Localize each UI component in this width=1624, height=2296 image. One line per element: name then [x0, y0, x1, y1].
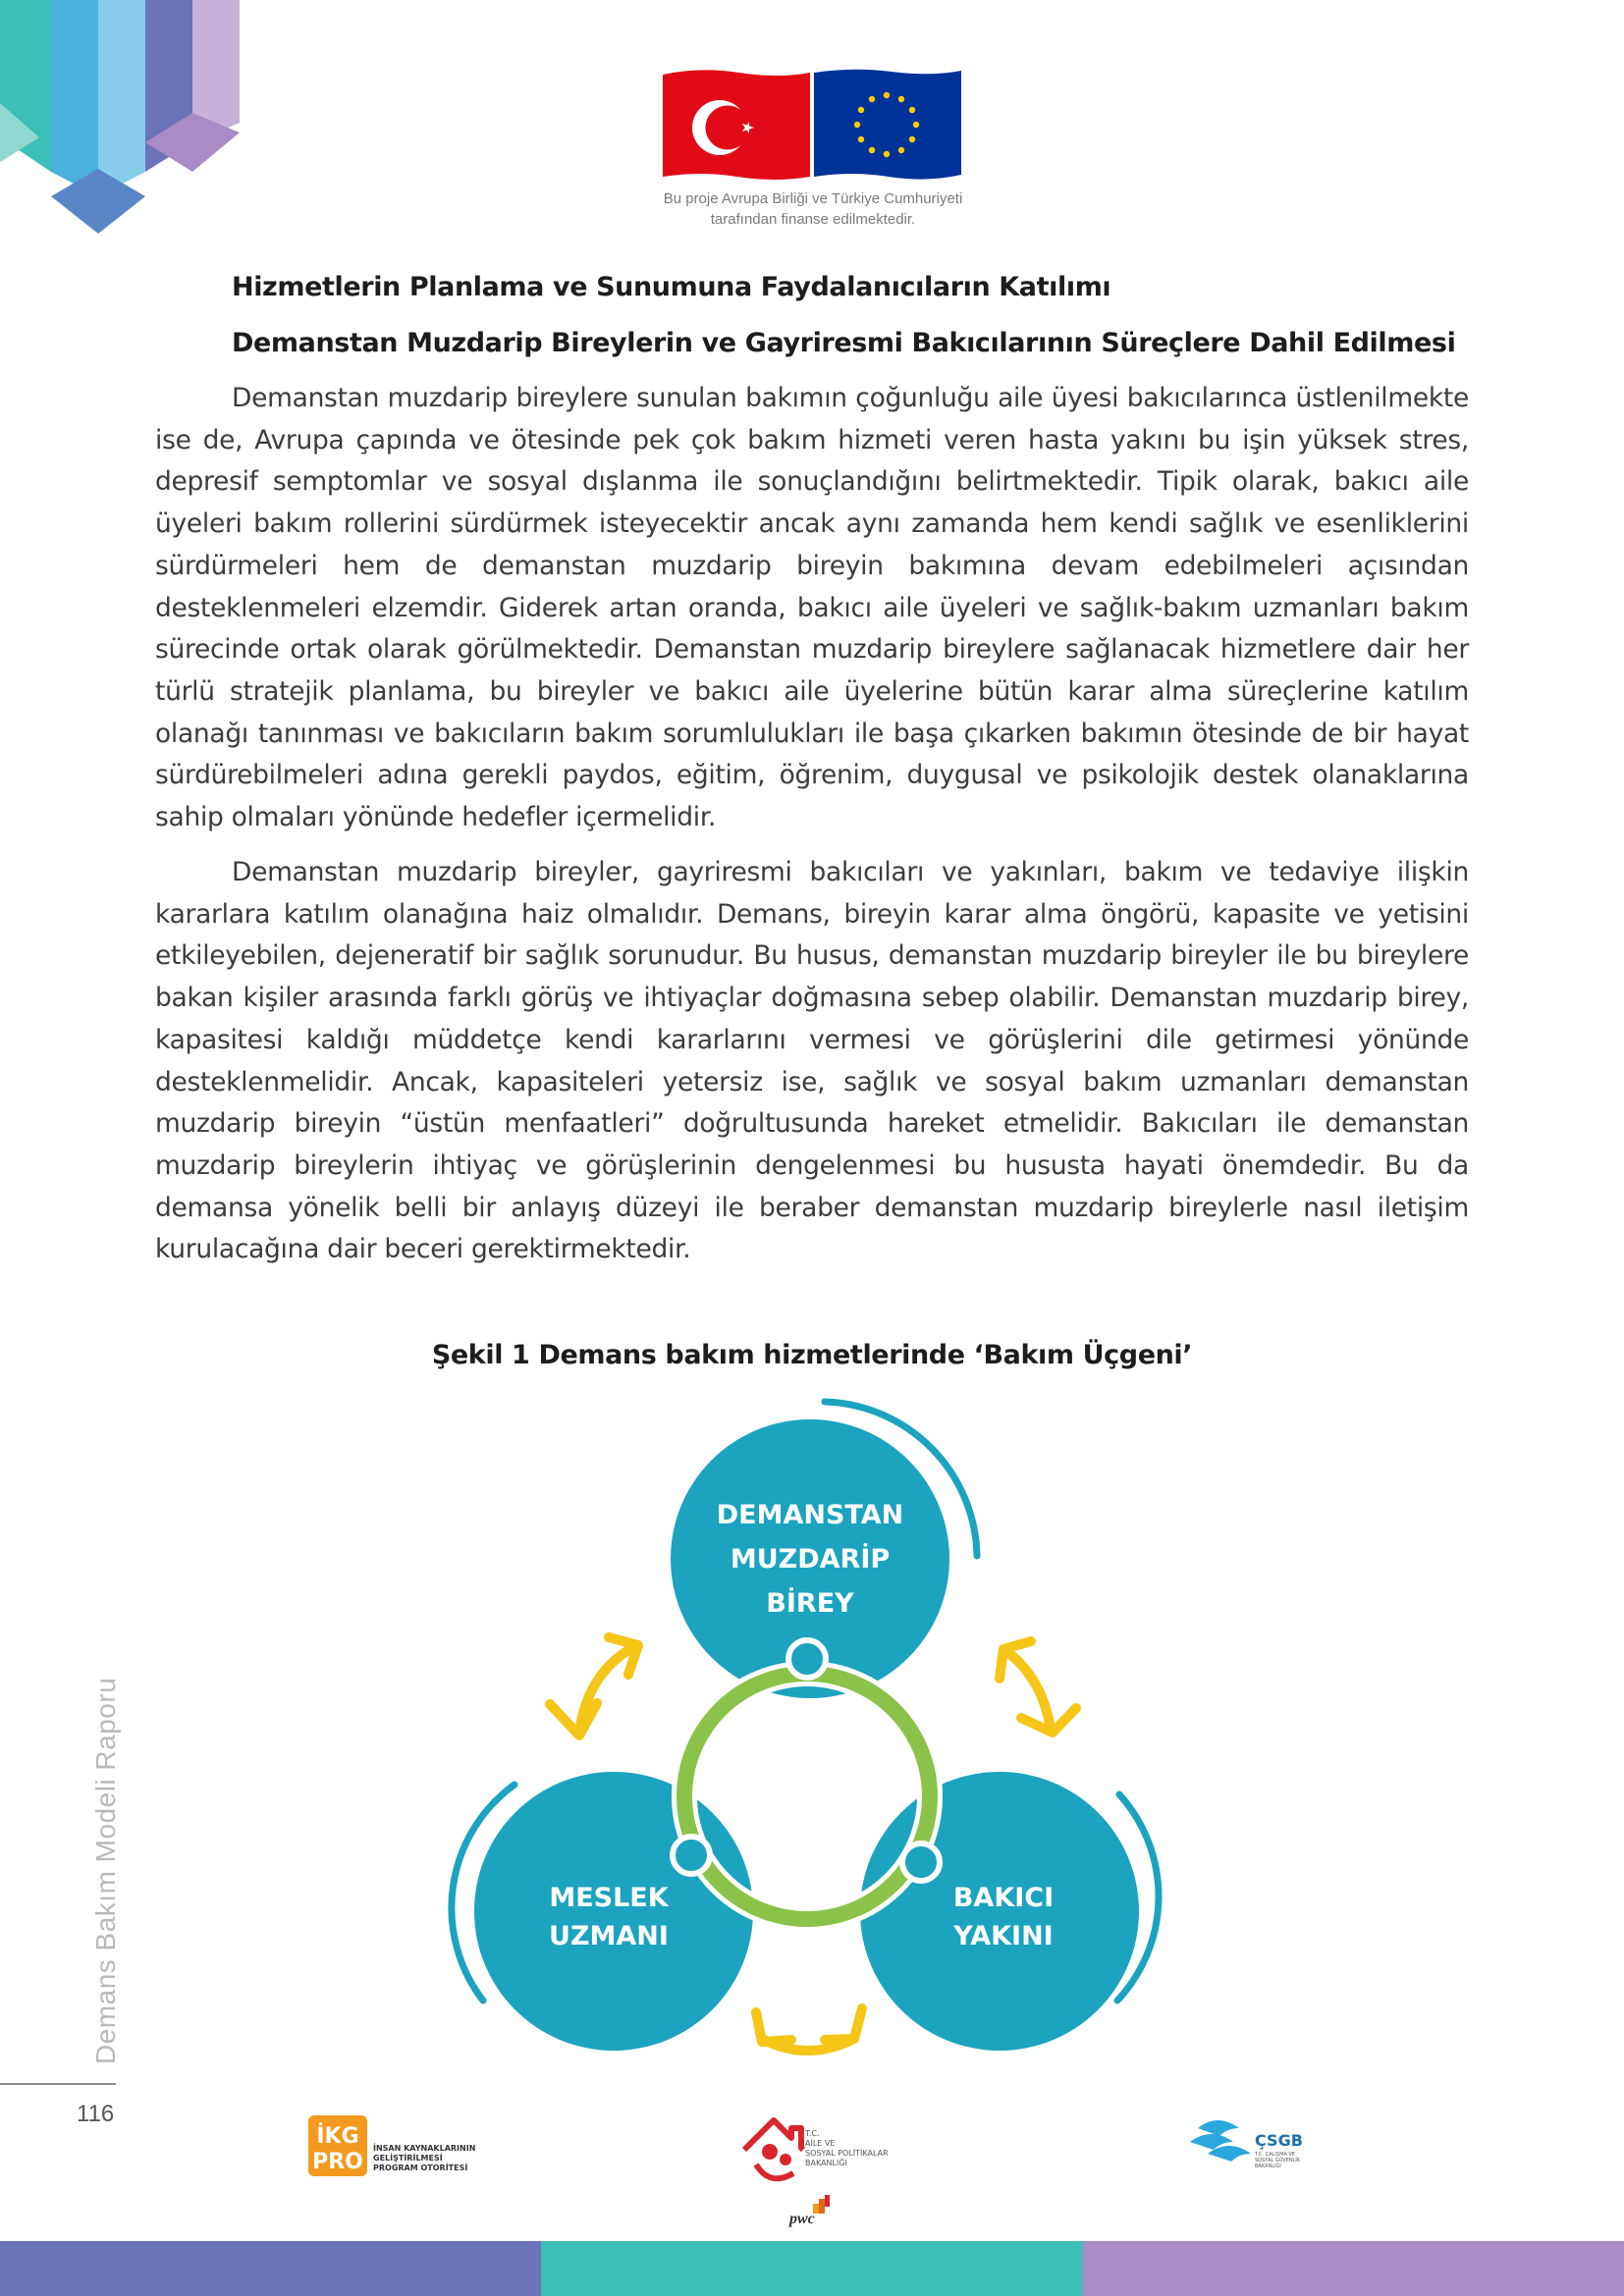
- svg-text:PRO: PRO: [312, 2150, 363, 2174]
- footer-color-bar: [0, 2241, 1624, 2296]
- right-circle-label-1: BAKICI: [952, 1883, 1055, 1913]
- paragraph-2-text: Demanstan muzdarip bireyler, gayriresmi bakıcıları ve yakınları, bakım ve tedaviye ilişkin kararlara katılım olanağına haiz olmalıdır. Demans, bireyin karar alma öngörü, kapasite ve yetisini etkileyebilen, dejeneratif bir sağlık sorunudur. Bu husus, demanstan muzdarip bireyler ile bu bireylere bakan kişiler arasında farklı görüş ve ihtiyaçlar doğmasına sebep olabilir. Demanstan muzdarip birey, kapasitesi kaldığı müddetçe kendi kararlarını vermesi ve görüşlerini dile getirmesi yönünde desteklenmelidir. Ancak, kapasiteleri yetersiz ise, sağlık ve sosyal bakım uzmanları demanstan muzdarip bireyin “üstün menfaatleri” doğrultusunda hareket etmelidir. Bakıcıları ile demanstan muzdarip bireylerin ihtiyaç ve görüşlerinin dengelenmesi bu hususta hayati önemdedir. Bu da demansa yönelik belli bir anlayış düzeyi ile beraber demanstan muzdarip bireylerle nasıl iletişim kurulacağına dair beceri gerektirmektedir.: [155, 857, 1469, 1265]
- footer-bar-right: [1083, 2241, 1624, 2296]
- sidebar-rule: [0, 2083, 116, 2085]
- svg-text:ÇSGB: ÇSGB: [1255, 2131, 1303, 2150]
- ring-node-right: [902, 1843, 940, 1881]
- tr-eu-flags-logo: [661, 67, 965, 185]
- left-circle-label-2: UZMANI: [549, 1921, 669, 1951]
- corner-decoration: [0, 0, 245, 236]
- body-paragraph-2: [155, 852, 1469, 1271]
- funding-note: [589, 188, 1037, 230]
- svg-text:BAKANLIĞI: BAKANLIĞI: [1255, 2163, 1281, 2169]
- top-circle-label-3: BİREY: [766, 1588, 854, 1619]
- svg-text:BAKANLIĞI: BAKANLIĞI: [805, 2159, 847, 2167]
- svg-text:SOSYAL POLİTİKALAR: SOSYAL POLİTİKALAR: [805, 2149, 889, 2158]
- care-triangle-diagram: [432, 1384, 1198, 2081]
- svg-text:GELİŞTİRİLMESİ: GELİŞTİRİLMESİ: [373, 2154, 443, 2163]
- pwc-logo: pwc: [789, 2211, 815, 2227]
- svg-text:SOSYAL GÜVENLİK: SOSYAL GÜVENLİK: [1255, 2158, 1301, 2163]
- right-circle-label-2: YAKINI: [953, 1921, 1054, 1951]
- left-circle-label-1: MESLEK: [549, 1883, 669, 1913]
- svg-text:AİLE VE: AİLE VE: [805, 2139, 836, 2148]
- svg-text:T.C.: T.C.: [805, 2129, 820, 2138]
- ring-node-top: [788, 1640, 826, 1678]
- funding-note-line2: tarafından finanse edilmektedir.: [710, 211, 916, 228]
- svg-text:PROGRAM OTORİTESİ: PROGRAM OTORİTESİ: [373, 2163, 468, 2172]
- svg-text:İKG: İKG: [316, 2124, 359, 2149]
- page-number: 116: [77, 2101, 115, 2127]
- ring-node-left: [673, 1837, 710, 1874]
- paragraph-1-text: Demanstan muzdarip bireylere sunulan bakımın çoğunluğu aile üyesi bakıcılarınca üstlenilmekte ise de, Avrupa çapında ve ötesinde pek çok bakım hizmeti veren hasta yakını bu işin yüksek stres, depresif semptomlar ve sosyal dışlanma ile sonuçlandığını belirtmektedir. Tipik olarak, bakıcı aile üyeleri bakım rollerini sürdürmek isteyecektir ancak aynı zamanda hem kendi sağlık ve esenliklerini sürdürmeleri hem de demanstan muzdarip bireyin bakımına devam edebilmeleri açısından desteklenmeleri elzemdir. Giderek artan oranda, bakıcı aile üyeleri ve sağlık-bakım uzmanları bakım sürecinde ortak olarak görülmektedir. Demanstan muzdarip bireylere sağlanacak hizmetlere dair her türlü stratejik planlama, bu bireyler ve bakıcı aile üyelerine bütün karar alma süreçlerine katılım olanağı tanınması ve bakıcıların bakım sorumlulukları ile başa çıkarken bakımın ötesinde de bir hayat sürdürebilmeleri adına gerekli paydos, eğitim, öğrenim, duygusal ve psikolojik destek olanaklarına sahip olmaları yönünde hedefler içermelidir.: [155, 383, 1469, 833]
- report-title-text: Demans Bakım Modeli Raporu: [90, 1677, 121, 2064]
- footer-bar-middle: [541, 2241, 1082, 2296]
- csgb-logo: [1188, 2110, 1326, 2179]
- aile-bakanligi-logo: [734, 2110, 892, 2218]
- ikg-pro-logo: [308, 2113, 475, 2182]
- footer-bar-left: [0, 2241, 541, 2296]
- top-circle-label-1: DEMANSTAN: [716, 1500, 904, 1530]
- figure-caption: Şekil 1 Demans bakım hizmetlerinde ‘Bakım Üçgeni’: [431, 1340, 1193, 1370]
- svg-text:İNSAN KAYNAKLARININ: İNSAN KAYNAKLARININ: [373, 2144, 475, 2153]
- svg-text:T.C. ÇALIŞMA VE: T.C. ÇALIŞMA VE: [1255, 2152, 1295, 2158]
- body-paragraph-1: [155, 378, 1469, 839]
- funding-note-line1: Bu proje Avrupa Birliği ve Türkiye Cumhuriyeti: [663, 190, 963, 207]
- section-heading: Hizmetlerin Planlama ve Sunumuna Faydalanıcıların Katılımı: [232, 272, 1111, 302]
- top-circle-label-2: MUZDARİP: [730, 1544, 891, 1575]
- subsection-heading: Demanstan Muzdarip Bireylerin ve Gayriresmi Bakıcılarının Süreçlere Dahil Edilmesi: [232, 328, 1456, 358]
